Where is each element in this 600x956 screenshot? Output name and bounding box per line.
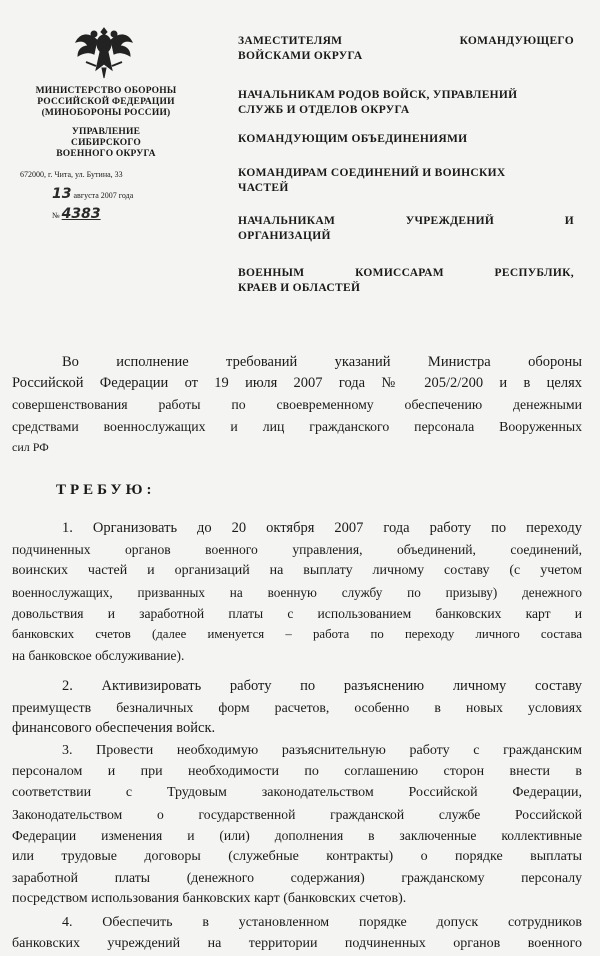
- ministry-line: РОССИЙСКОЙ ФЕДЕРАЦИИ: [37, 97, 175, 107]
- document-date: [52, 186, 133, 202]
- addressee-deputy-commanders: [238, 34, 574, 64]
- ministry-line: (МИНОБОРОНЫ РОССИИ): [41, 108, 171, 118]
- addressee-line: СЛУЖБ И ОТДЕЛОВ ОКРУГА: [238, 104, 410, 116]
- ministry-line: СИБИРСКОГО: [71, 138, 141, 148]
- addressee-branch-chiefs: [238, 88, 574, 118]
- text-line: 1. Организовать до 20 октября 2007 года работу по переходу: [62, 520, 582, 536]
- addressee-word: И: [564, 215, 574, 227]
- addressee-line: ОРГАНИЗАЦИЙ: [238, 230, 331, 242]
- text-line: финансового обеспечения войск.: [12, 720, 216, 737]
- text-line: 4. Обеспечить в установленном порядке допуск сотрудников: [62, 915, 582, 930]
- addressee-line: КРАЕВ И ОБЛАСТЕЙ: [238, 282, 361, 294]
- text-line: средствами военнослужащих и лиц гражданского персонала Вооруженных: [12, 418, 582, 434]
- double-headed-eagle-emblem-icon: [72, 22, 136, 82]
- addressee-word: КОМИССАРАМ: [355, 267, 444, 279]
- number-handwritten: 4383: [61, 206, 101, 222]
- paragraph-1: [12, 518, 582, 666]
- text-line: довольствия и заработной платы с использованием банковских карт и: [12, 605, 582, 621]
- ministry-line: МИНИСТЕРСТВО ОБОРОНЫ: [35, 86, 177, 96]
- addressee-institution-heads: [238, 214, 574, 244]
- ministry-block: [28, 86, 184, 160]
- date-rest: августа 2007 года: [73, 191, 134, 200]
- text-line: банковских счетов (далее именуется – работа по переходу личного состава: [12, 627, 582, 642]
- document-number: [52, 206, 101, 222]
- paragraph-3: [12, 740, 582, 910]
- text-line: совершенствования работы по своевременному обеспечению денежными: [12, 397, 582, 413]
- text-line: Федерации изменения и (или) дополнения в заключенные коллективные: [12, 827, 582, 843]
- addressee-word: КОМАНДУЮЩЕГО: [459, 35, 574, 47]
- addressee-unit-commanders: [238, 166, 574, 196]
- text-line: подчиненных органов военного управления, объединений, соединений,: [12, 542, 582, 558]
- addressee-line: ВОЙСКАМИ ОКРУГА: [238, 50, 363, 62]
- text-line: посредством использования банковских карт (банковских счетов).: [12, 891, 407, 907]
- text-line: преимуществ безналичных форм расчетов, особенно в новых условиях: [12, 700, 582, 716]
- addressee-army-commanders: [238, 132, 574, 147]
- addressee-line: КОМАНДИРАМ СОЕДИНЕНИЙ И ВОИНСКИХ: [238, 167, 506, 179]
- intro-paragraph: [12, 352, 582, 458]
- text-line: сил РФ: [12, 439, 49, 454]
- addressee-military-commissars: [238, 266, 574, 296]
- addressee-line: НАЧАЛЬНИКАМ РОДОВ ВОЙСК, УПРАВЛЕНИЙ: [238, 89, 518, 101]
- addressee-line: КОМАНДУЮЩИМ ОБЪЕДИНЕНИЯМИ: [238, 133, 468, 145]
- text-line: банковских учреждений на территории подчиненных органов военного: [12, 936, 582, 952]
- addressee-word: ЗАМЕСТИТЕЛЯМ: [238, 35, 343, 47]
- addressee-line: ЧАСТЕЙ: [238, 182, 289, 194]
- text-line: Во исполнение требований указаний Министра обороны: [62, 354, 582, 370]
- ministry-line: УПРАВЛЕНИЕ: [71, 127, 141, 137]
- text-line: соответствии с Трудовым законодательством Российской Федерации,: [12, 785, 582, 801]
- ministry-line: ВОЕННОГО ОКРУГА: [56, 149, 156, 159]
- text-line: персоналом и при необходимости по соглашению сторон внести в: [12, 764, 582, 780]
- text-line: 2. Активизировать работу по разъяснению личному составу: [62, 678, 582, 694]
- text-line: военнослужащих, призванных на военную службу по призыву) денежного: [12, 584, 582, 600]
- text-line: 3. Провести необходимую разъяснительную работу с гражданским: [62, 743, 582, 758]
- sender-address: 672000, г. Чита, ул. Бутина, 33: [20, 170, 123, 179]
- order-title: ТРЕБУЮ:: [56, 482, 156, 498]
- addressee-word: РЕСПУБЛИК,: [494, 267, 574, 279]
- addressee-word: УЧРЕЖДЕНИЙ: [405, 215, 495, 227]
- text-line: заработной платы (денежного содержания) гражданскому персоналу: [12, 870, 582, 886]
- text-line: воинских частей и организаций на выплату личному составу (с учетом: [12, 563, 582, 579]
- text-line: или трудовые договоры (служебные контракты) о порядке выплаты: [12, 849, 582, 865]
- number-prefix: №: [52, 211, 60, 220]
- text-line: на банковское обслуживание).: [12, 648, 185, 664]
- paragraph-2: [12, 676, 582, 740]
- addressee-word: ВОЕННЫМ: [238, 267, 305, 279]
- text-line: Законодательством о государственной гражданской службе Российской: [12, 806, 582, 822]
- paragraph-4: [12, 912, 582, 954]
- addressee-word: НАЧАЛЬНИКАМ: [238, 215, 336, 227]
- date-handwritten-day: 13: [52, 186, 72, 202]
- text-line: Российской Федерации от 19 июля 2007 года № 205/2/200 и в целях: [12, 375, 582, 392]
